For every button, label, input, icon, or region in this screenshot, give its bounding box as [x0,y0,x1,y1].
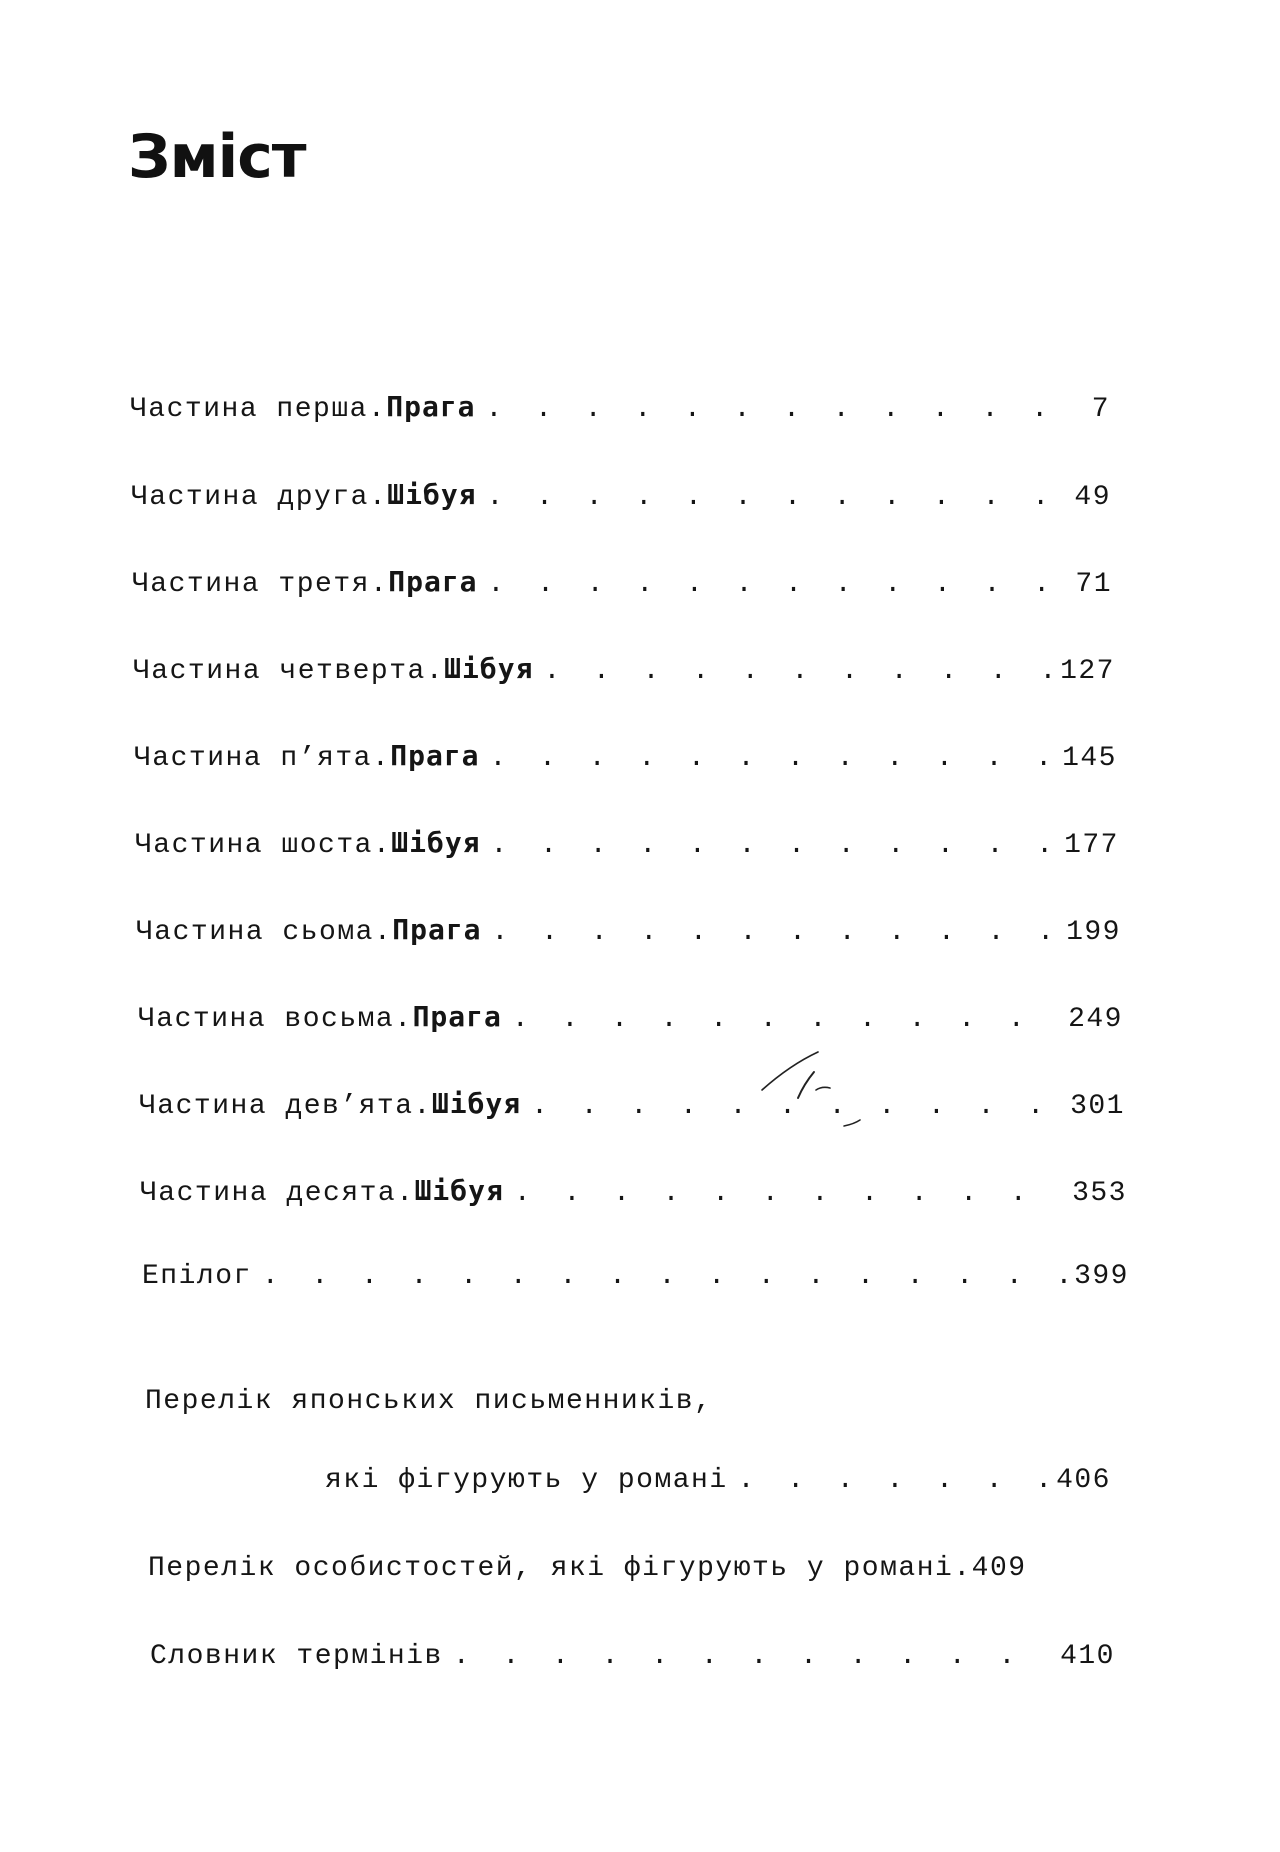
toc-part-label: Частина десята [140,1178,397,1209]
toc-place-label: Прага [392,913,482,946]
dot-leader [514,1178,1066,1209]
dot-leader [512,1004,1062,1035]
toc-entry: Частина четверта . Шібуя . . . 127 [133,652,1115,692]
dot-leader [453,1641,1054,1672]
toc-place-label: Шібуя [431,1087,522,1120]
dot-leader [738,1465,1050,1496]
toc-entry: Частина десята . Шібуя . . . 353 [140,1174,1127,1214]
toc-page-number: 409 [971,1553,1027,1584]
toc-page-number: 249 [1068,1004,1123,1035]
toc-page-number: 399 [1074,1261,1129,1292]
dot-leader [543,656,1054,687]
toc-page-number: 410 [1060,1641,1115,1672]
dot-leader [488,569,1070,600]
toc-page-number: 7 [1091,394,1110,425]
toc-entry: Частина перша . Прага . . . 7 [130,390,1110,430]
toc-page-number: 49 [1074,482,1111,513]
dot-leader [490,743,1057,774]
toc-page-number: 353 [1072,1178,1127,1209]
toc-writers-label-line2: які фігурують у романі [325,1465,728,1496]
dot-leader [262,1261,1068,1292]
toc-entry-glossary [150,1641,1115,1681]
dot-leader [492,917,1061,948]
toc-persons-label: Перелік особистостей, які фігурують у романі [148,1553,954,1584]
toc-place-label: Шібуя [391,826,481,859]
dot-leader [486,394,1086,425]
toc-entry: Частина восьма . Прага . . . 249 [138,1000,1123,1040]
toc-page-number: 145 [1062,743,1117,774]
dot-leader [487,482,1069,513]
toc-page-number: 301 [1070,1091,1125,1122]
toc-place-label: Прага [412,1000,502,1033]
toc-entry-persons: Перелік особистостей, які фігурують у романі . 409 [148,1553,1027,1584]
toc-entry-epilogue [142,1261,1129,1301]
pencil-mark [760,1050,880,1140]
toc-part-label: Частина сьома [136,917,374,948]
toc-part-label: Частина восьма [138,1004,395,1035]
toc-glossary-label: Словник термінів [150,1641,443,1672]
toc-writers-label-line1: Перелік японських письменників, [145,1386,713,1417]
toc-entry-writers [325,1465,1111,1505]
toc-place-label: Прага [386,390,476,423]
toc-place-label: Прага [388,565,478,598]
toc-epilogue-label: Епілог [142,1261,252,1292]
page-title: Зміст [128,122,306,192]
toc-part-label: Частина шоста [135,830,373,861]
toc-part-label: Частина третя [132,569,370,600]
toc-part-label: Частина перша [130,394,368,425]
toc-page-number: 71 [1075,569,1112,600]
toc-place-label: Прага [390,739,480,772]
toc-entry: Частина шоста . Шібуя . . . 177 [135,826,1119,866]
toc-place-label: Шібуя [387,478,477,511]
toc-part-label: Частина п’ята [134,743,372,774]
dot-leader [491,830,1059,861]
toc-entry: Частина друга . Шібуя . . . 49 [131,478,1111,518]
toc-entry: Частина дев’ята . Шібуя . . . 301 [139,1087,1125,1127]
toc-entry: Частина п’ята . Прага . . . 145 [134,739,1117,779]
toc-part-label: Частина друга [131,482,369,513]
toc-part-label: Частина четверта [133,656,426,687]
toc-place-label: Шібуя [414,1174,504,1207]
toc-place-label: Шібуя [444,652,534,685]
toc-page-number: 406 [1056,1465,1111,1496]
toc-entry: Частина третя . Прага . . . 71 [132,565,1112,605]
toc-entry: Частина сьома . Прага . . . 199 [136,913,1121,953]
toc-page-number: 199 [1066,917,1121,948]
toc-page-number: 177 [1064,830,1119,861]
toc-page-number: 127 [1060,656,1115,687]
toc-part-label: Частина дев’ята [139,1091,414,1122]
